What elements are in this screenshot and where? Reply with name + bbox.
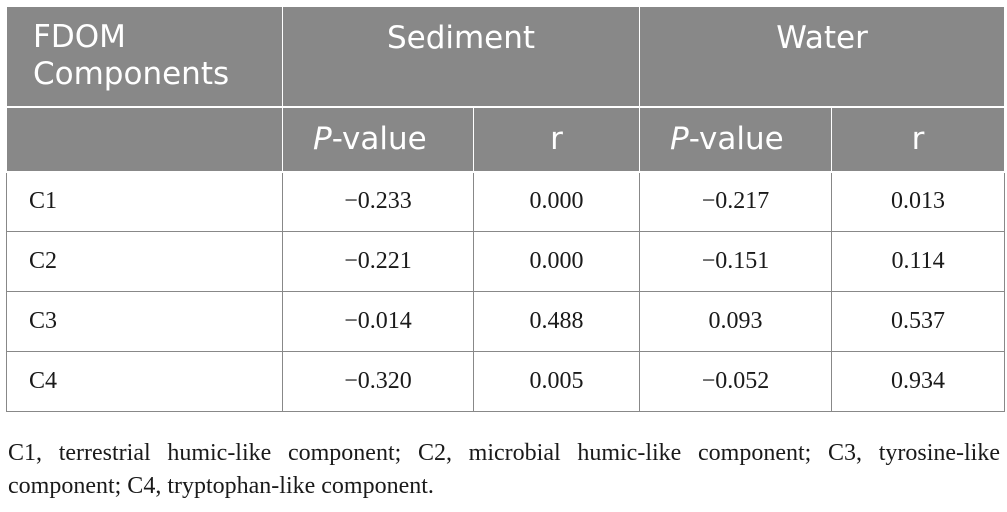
header-sediment-r: r [474,107,640,172]
cell-sediment-r: 0.005 [474,352,640,412]
header-water: Water [640,7,1005,107]
row-component: C3 [7,292,283,352]
cell-sediment-pvalue: −0.014 [283,292,474,352]
cell-water-pvalue: 0.093 [640,292,832,352]
cell-sediment-r: 0.488 [474,292,640,352]
header-row-metrics [7,107,1005,172]
table-row [7,172,1005,232]
fdom-correlation-table [6,6,1005,412]
row-component: C4 [7,352,283,412]
header-sediment-pvalue [283,107,474,172]
row-component: C2 [7,232,283,292]
pvalue-italic-p: P [670,121,689,157]
header-empty-cell [7,107,283,172]
header-water-r: r [832,107,1005,172]
cell-sediment-r: 0.000 [474,172,640,232]
cell-water-r: 0.013 [832,172,1005,232]
cell-sediment-pvalue: −0.233 [283,172,474,232]
cell-water-pvalue: −0.052 [640,352,832,412]
cell-sediment-pvalue: −0.221 [283,232,474,292]
cell-sediment-r: 0.000 [474,232,640,292]
cell-water-r: 0.114 [832,232,1005,292]
table-row [7,232,1005,292]
header-fdom-components: FDOM Components [7,7,283,107]
table-row [7,352,1005,412]
table-row [7,292,1005,352]
cell-water-pvalue: −0.217 [640,172,832,232]
pvalue-italic-p: P [313,121,332,157]
header-row-groups [7,7,1005,107]
row-component: C1 [7,172,283,232]
cell-sediment-pvalue: −0.320 [283,352,474,412]
pvalue-suffix: -value [331,121,427,157]
table-footnote: C1, terrestrial humic-like component; C2, microbial humic-like component; C3, tyrosine-like component; C4, tryptophan-like component. [8,440,1000,499]
header-sediment: Sediment [283,7,640,107]
cell-water-pvalue: −0.151 [640,232,832,292]
pvalue-suffix: -value [688,121,784,157]
header-water-pvalue [640,107,832,172]
cell-water-r: 0.537 [832,292,1005,352]
cell-water-r: 0.934 [832,352,1005,412]
